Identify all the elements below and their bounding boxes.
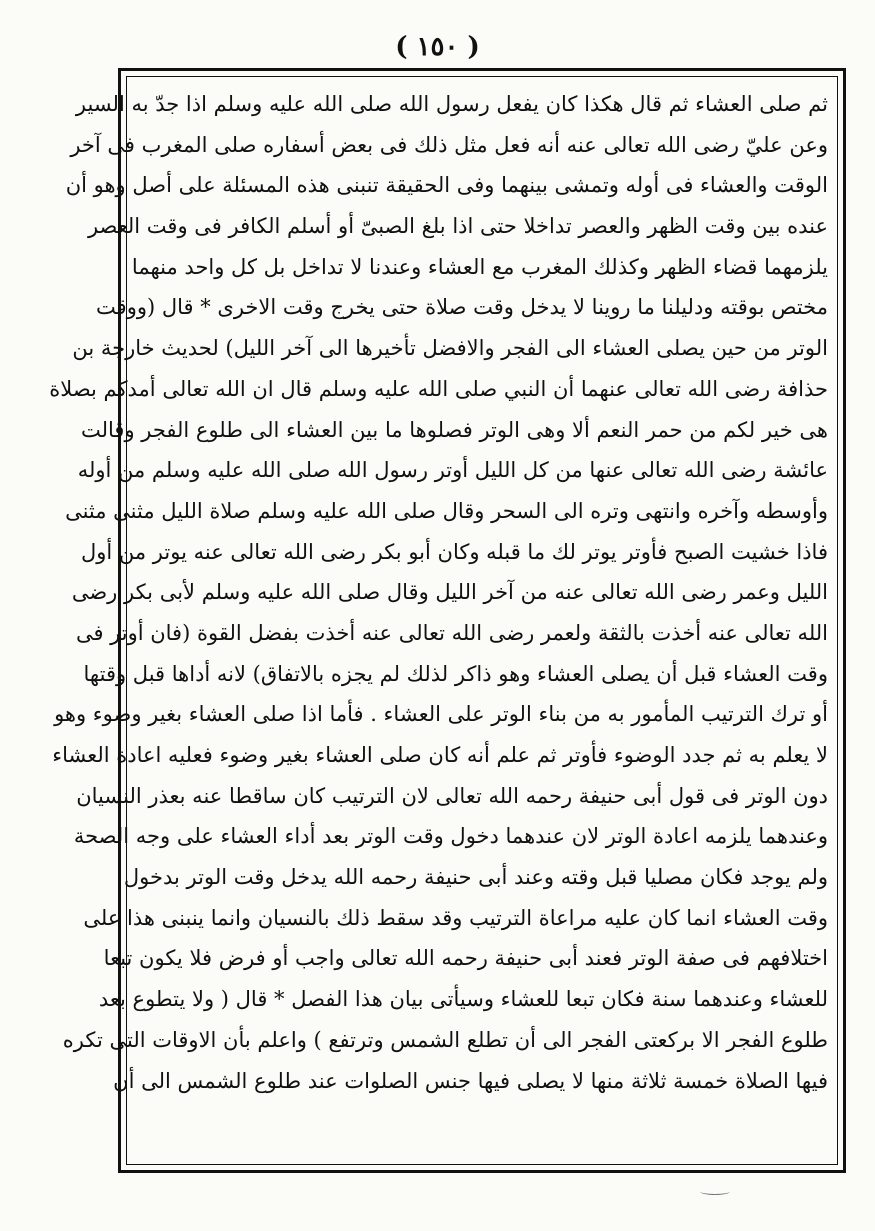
text-line: لا يعلم به ثم جدد الوضوء فأوتر ثم علم أنه كان صلى العشاء بغير وضوء فعليه اعادة العشاء	[52, 743, 828, 767]
text-line: يلزمهما قضاء الظهر وكذلك المغرب مع العشاء وعندنا لا تداخل بل كل واحد منهما	[131, 254, 828, 279]
page-number: ( ١٥٠ )	[395, 32, 480, 62]
text-line: فاذا خشيت الصبح فأوتر يوتر لك ما قبله وكان أبو بكر رضى الله تعالى عنه يوتر من أول	[80, 539, 828, 564]
text-line: وعندهما يلزمه اعادة الوتر لان عندهما دخول وقت الوتر بعد أداء العشاء على وجه الصحة	[73, 824, 828, 849]
text-line: وعن عليّ رضى الله تعالى عنه أنه فعل مثل ذلك فى بعض أسفاره صلى المغرب فى آخر	[70, 132, 828, 157]
text-line: اختلافهم فى صفة الوتر فعند أبى حنيفة رحمه الله تعالى واجب أو فرض فلا يكون تبعا	[103, 946, 828, 971]
text-line: مختص بوقته ودليلنا ما روينا لا يدخل وقت صلاة حتى يخرج وقت الاخرى * قال (ووقت	[96, 295, 828, 320]
page-smudge-mark	[700, 1188, 730, 1195]
text-line: ولم يوجد فكان مصليا قبل وقته وعند أبى حنيفة رحمه الله يدخل وقت الوتر بدخول	[123, 865, 828, 890]
text-line: الليل وعمر رضى الله تعالى عنه من آخر الليل وقال صلى الله عليه وسلم لأبى بكر رضى	[71, 580, 828, 605]
text-line: الله تعالى عنه أخذت بالثقة ولعمر رضى الله تعالى عنه أخذت بفضل القوة (فان أوتر فى	[75, 620, 828, 645]
text-line: ثم صلى العشاء ثم قال هكذا كان يفعل رسول الله صلى الله عليه وسلم اذا جدّ به السير	[75, 92, 828, 116]
text-line: وأوسطه وآخره وانتهى وتره الى السحر وقال صلى الله عليه وسلم صلاة الليل مثنى مثنى	[65, 498, 828, 523]
text-line: حذافة رضى الله تعالى عنهما أن النبي صلى الله عليه وسلم قال ان الله تعالى أمدكم بصلاة	[49, 376, 828, 401]
text-line: وقت العشاء قبل أن يصلى العشاء وهو ذاكر لذلك لم يجزه بالاتفاق) لانه أداها قبل وقتها	[83, 661, 828, 686]
text-body	[49, 84, 828, 1160]
text-line: دون الوتر فى قول أبى حنيفة رحمه الله تعالى لان الترتيب كان ساقطا عنه بعذر النسيان	[76, 783, 828, 808]
text-line: الوتر من حين يصلى العشاء الى الفجر والافضل تأخيرها الى آخر الليل) لحديث خارجة بن	[72, 336, 828, 361]
text-line: أو ترك الترتيب المأمور به من بناء الوتر على العشاء . فأما اذا صلى العشاء بغير وضوء وهو	[54, 702, 828, 727]
text-line: وقت العشاء انما كان عليه مراعاة الترتيب وقد سقط ذلك بالنسيان وانما ينبنى هذا على	[83, 905, 828, 930]
text-line: الوقت والعشاء فى أوله وتمشى بينهما وفى الحقيقة تنبنى هذه المسئلة على أصل وهو أن	[65, 173, 828, 198]
text-line: فيها الصلاة خمسة ثلاثة منها لا يصلى فيها جنس الصلوات عند طلوع الشمس الى أن	[113, 1068, 828, 1093]
text-line: هى خير لكم من حمر النعم ألا وهى الوتر فصلوها ما بين العشاء الى طلوع الفجر وقالت	[80, 417, 828, 442]
text-line: عنده بين وقت الظهر والعصر تداخلا حتى اذا بلغ الصبىّ أو أسلم الكافر فى وقت العصر	[87, 214, 828, 239]
text-line: للعشاء وعندهما سنة فكان تبعا للعشاء وسيأتى بيان هذا الفصل * قال ( ولا يتطوع بعد	[98, 987, 828, 1012]
text-line: طلوع الفجر الا بركعتى الفجر الى أن تطلع الشمس وترتفع ) واعلم بأن الاوقات التى تكره	[62, 1027, 828, 1052]
text-line: عائشة رضى الله تعالى عنها من كل الليل أوتر رسول الله صلى الله عليه وسلم من أوله	[77, 458, 828, 483]
